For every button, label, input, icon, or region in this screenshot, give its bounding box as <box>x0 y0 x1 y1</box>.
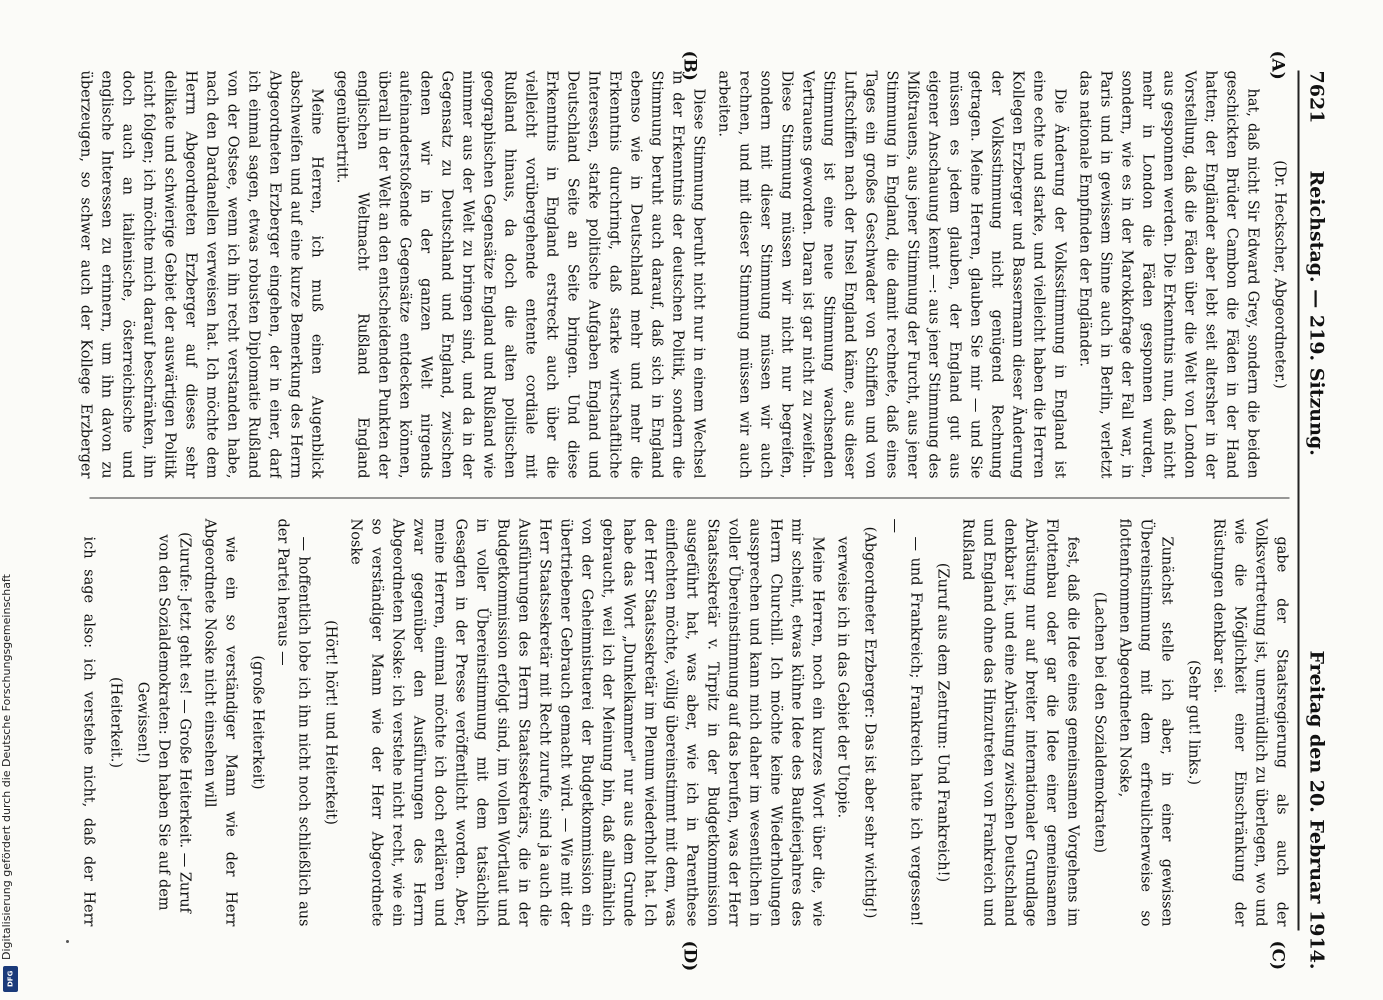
paragraph: Zunächst stelle ich aber, in einer gewissen Übereinstimmung mit dem erfreulicherweise so flottenfrommen Abgeordneten Noske, <box>1116 518 1174 926</box>
page-header <box>1297 70 1329 970</box>
paragraph: Diese Stimmung beruht nicht nur in einem Wechsel in der Erkenntnis der deutschen Politik, sondern die Stimmung beruht auch darauf, daß sich in England ebenso wie in Deutschland mehr und mehr die Erkenntnis durchringt, daß starke wirtschaftliche Interessen, starke politische Aufgaben England und Deutschland Seite an Seite bringen. Und diese Erkenntnis in England erstreckt auch über die vielleicht vorübergehende entente cordiale mit Rußland hinaus, da doch die alten politischen geographischen Gegensätze England und Rußland wie nimmer aus der Welt zu bringen sind, und da in der Gegensatz zu Deutschland und England, zwischen denen wir in der ganzen Welt nirgends aufeinanderstoßende Gegensätze entdecken können, überall in der Welt an den entscheidenden Punkten der englischen Weltmacht Rußland England gegenübertritt. <box>333 70 706 478</box>
paragraph: — hoffentlich lobe ich ihn nicht noch schließlich aus der Partei heraus — <box>274 518 311 926</box>
interjection: (Zurufe: Jetzt geht es! — Große Heiterkeit. — Zuruf von den Sozialdemokraten: Den haben Sie auf dem Gewissen!) <box>134 531 192 913</box>
paragraph: Die Änderung der Volksstimmung in England ist eine echte und starke, und vielleicht haben die Herren Kollegen Erzberger und Bassermann dieser Änderung der Volksstimmung nicht genügend Rechnung getragen. Meine Herren, glauben Sie mir — und Sie müssen es jedem glauben, der England gut aus eigener Anschauung kennt —: aus jener Stimmung des Mißtrauens, aus jener Stimmung der Furcht, aus jener Stimmung in England, die damit rechnete, daß eines Tages ein großes Geschwader von Schiffen und von Luftschiffen nach der Insel England käme, aus dieser Stimmung ist eine neue Stimmung wachsenden Vertrauens geworden. Daran ist gar nicht zu zweifeln. Diese Stimmung müssen wir nicht nur begreifen, sondern mit dieser Stimmung müssen wir auch rechnen, und mit dieser Stimmung müssen wir auch arbeiten. <box>715 70 1067 478</box>
digitization-notice: Digitalisierung gefördert durch die Deutsche Forschungsgemeinschaft <box>0 574 13 960</box>
margin-letter-c: (C) <box>1267 940 1287 970</box>
speaker-note: (Dr. Heckscher, Abgeordneter.) <box>1271 159 1287 389</box>
scan-speck <box>66 940 69 943</box>
paragraph: gabe der Staatsregierung als auch der Volksvertretung ist, unermüdlich zu überlegen, wo und wie die Möglichkeit einer Einschränkung der Rüstungen denkbar sei. <box>1210 518 1289 926</box>
paragraph: — und Frankreich; Frankreich hatte ich vergessen! — <box>886 518 923 926</box>
page-number: 7621 <box>1305 70 1327 123</box>
interjection: (Heiterkeit.) <box>107 676 123 768</box>
margin-letter-a: (A) <box>1267 50 1287 80</box>
right-column <box>76 518 1291 926</box>
paragraph: fest, daß die Idee eines gemeinsamen Vorgehens im Flottenbau oder gar die Idee einer gemeinsamen Abrüstung nur auf breiter internationaler Grundlage denkbar ist, und eine Abrüstung zwischen Deutschland und England ohne das Hinzutreten von Frankreich und Rußland <box>959 518 1080 926</box>
column-divider <box>89 497 1289 498</box>
interjection: (Zuruf aus dem Zentrum: Und Frankreich!) <box>934 562 950 882</box>
interjection: (große Heiterkeit) <box>249 654 265 790</box>
paragraph: hat, daß nicht Sir Edward Grey, sondern die beiden geschickten Brüder Cambon die Fäden in der Hand hatten; der Engländer aber lebt seit altersher in der Vorstellung, daß die Fäden über die Welt von London aus gesponnen werden. Die Erkenntnis nun, daß nicht mehr in London die Fäden gesponnen wurden, sondern, wie es in der Marokkofrage der Fall war, in Paris und in gewissem Sinne auch in Berlin, verletzt das nationale Empfinden der Engländer. <box>1076 70 1260 478</box>
paragraph: wie ein so verständiger Mann wie der Herr Abgeordnete Noske nicht einsehen will <box>201 518 238 926</box>
paragraph: verweise ich in das Gebiet der Utopie. <box>834 536 850 818</box>
session-date: Freitag den 20. Februar 1914. <box>1305 650 1327 970</box>
dfg-logo-icon: DFG <box>3 966 18 992</box>
running-head: Reichstag. — 219. Sitzung. <box>1305 170 1327 456</box>
interjection: (Sehr gut! links.) <box>1185 659 1201 785</box>
paragraph: Meine Herren, ich muß einen Augenblick abschweifen und auf eine kurze Bemerkung des Herrn Abgeordneten Erzberger eingehen, der in einer, darf ich einmal sagen, etwas robusten Diplomatie Rußland von der Ostsee, wenn ich ihn recht verstanden habe, nach den Dardanellen verweisen hat. Ich möchte dem Herrn Abgeordneten Erzberger auf dieses sehr delikate und schwierige Gebiet der auswärtigen Politik nicht folgen; ich möchte mich darauf beschränken, ihn doch auch an italienische, österreichische und englische Interessen zu erinnern, um ihn davon zu überzeugen, so schwer auch der Kollege Erzberger <box>77 70 324 478</box>
interjection: (Abgeordneter Erzberger: Das ist aber sehr wichtig!) <box>861 526 877 918</box>
interjection: (Lachen bei den Sozialdemokraten) <box>1091 591 1107 853</box>
interjection: (Hört! hört! und Heiterkeit) <box>322 619 338 825</box>
margin-letter-d: (D) <box>679 940 699 971</box>
left-column <box>76 70 1291 478</box>
digitization-stamp <box>0 0 22 1000</box>
margin-letter-b: (B) <box>679 50 699 81</box>
paragraph: ich sage also: ich verstehe nicht, daß der Herr <box>80 536 96 926</box>
paragraph: Meine Herren, noch ein kurzes Wort über die, wie mir scheint, etwas kühne Idee des Baufeierjahres des Herrn Churchill. Ich möchte keine Wiederholungen aussprechen und kann mich daher im wesentlichen in voller Übereinstimmung auf das berufen, was der Herr Staatssekretär v. Tirpitz in der Budgetkommission ausgeführt hat, was aber, wie ich in Parenthese einflechten möchte, völlig übereinstimmt mit dem, was der Herr Staatssekretär im Plenum wiederholt hat. Ich habe das Wort „Dunkelkammer" nur aus dem Grunde gebraucht, weil ich der Meinung bin, daß allmählich von der Geheimnistuerei der Budgetkommission ein übertriebener Gebrauch gemacht wird. — Wie mit der Herr Staatssekretär mit Recht zurufe, sind ja auch die Ausführungen des Herrn Staatssekretärs, die in der Budgetkommission erfolgt sind, im vollen Wortlaut und in voller Übereinstimmung mit dem tatsächlich Gesagten in der Presse veröffentlicht worden. Aber, meine Herren, einmal möchte ich doch erklären und zwar gegenüber den Ausführungen des Herrn Abgeordneten Noske: ich verstehe nicht recht, wie ein so verständiger Mann wie der Herr Abgeordnete Noske <box>347 518 825 926</box>
